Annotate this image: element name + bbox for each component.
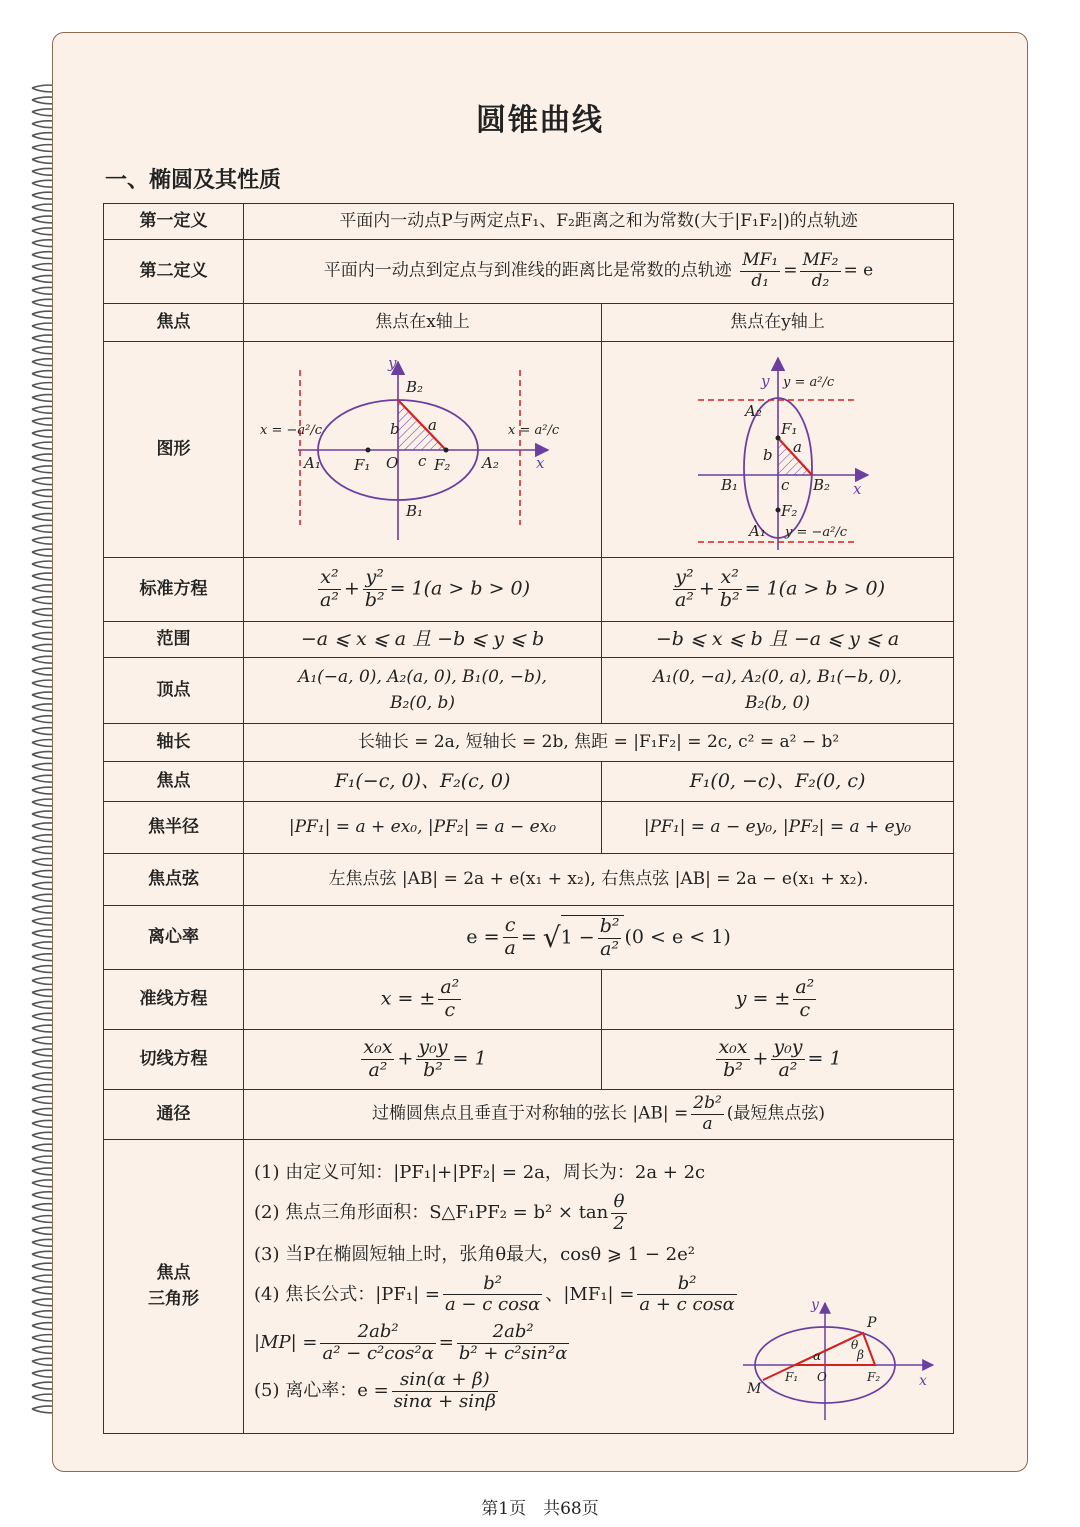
cell-y-range: −b ⩽ x ⩽ b 且 −a ⩽ y ⩽ a: [602, 622, 954, 658]
cell-x-focus: 焦点在x轴上: [244, 304, 602, 342]
row-label: 轴长: [104, 724, 244, 762]
svg-text:a: a: [427, 415, 437, 434]
svg-text:M: M: [747, 1381, 762, 1397]
row-foci: [104, 762, 954, 802]
triangle-line-2: (2) 焦点三角形面积：S△F₁PF₂ = b² × tan $\frac{\theta}{2}$: [254, 1191, 625, 1234]
svg-text:a: a: [792, 437, 802, 456]
row-label: 标准方程: [104, 558, 244, 622]
svg-text:F₁: F₁: [785, 1370, 799, 1384]
triangle-line-1: (1) 由定义可知：|PF₁|+|PF₂| = 2a，周长为：2a + 2c: [254, 1162, 706, 1184]
cell-x-focal-radius: |PF₁| = a + ex₀, |PF₂| = a − ex₀: [244, 802, 602, 854]
cell-x-figure: [244, 342, 602, 558]
axis-x-label: x: [535, 453, 544, 472]
cell-y-tangent: $\frac{\text{x₀x}}{\text{b²}}$ + $\frac{\text{y₀y}}{\text{a²}}$ = 1: [602, 1030, 954, 1090]
svg-text:A₂: A₂: [744, 401, 762, 420]
svg-text:x = a²/c: x = a²/c: [507, 422, 559, 438]
row-label: 切线方程: [104, 1030, 244, 1090]
svg-text:B₂: B₂: [812, 475, 830, 494]
svg-text:b: b: [762, 445, 773, 464]
row-label: 焦半径: [104, 802, 244, 854]
row-label: 准线方程: [104, 970, 244, 1030]
row-value: 左焦点弦 |AB| = 2a + e(x₁ + x₂), 右焦点弦 |AB| = 2a − e(x₁ + x₂).: [244, 854, 954, 906]
row-focus-axis: [104, 304, 954, 342]
row-first-definition: [104, 204, 954, 240]
svg-text:B₂: B₂: [405, 377, 423, 396]
cell-y-figure: [602, 342, 954, 558]
focal-triangle-figure: [733, 1295, 943, 1425]
svg-text:c: c: [780, 475, 789, 494]
row-focal-radius: [104, 802, 954, 854]
svg-text:x: x: [919, 1373, 927, 1389]
y-ellipse-figure: [613, 350, 943, 550]
row-label: 第二定义: [104, 240, 244, 304]
svg-text:F₂: F₂: [867, 1370, 881, 1384]
svg-text:α: α: [813, 1349, 822, 1363]
row-standard-equation: [104, 558, 954, 622]
row-focal-chord: [104, 854, 954, 906]
definition-text: 平面内一动点到定点与到准线的距离比是常数的点轨迹: [323, 261, 732, 281]
row-latus-rectum: [104, 1090, 954, 1140]
row-value: 长轴长 = 2a, 短轴长 = 2b, 焦距 = |F₁F₂| = 2c, c² = a² − b²: [244, 724, 954, 762]
row-value: 过椭圆焦点且垂直于对称轴的弦长 |AB| = $\frac{\text{2b²}}{a}$ (最短焦点弦): [244, 1090, 954, 1140]
cell-y-directrix: y = ± $\frac{\text{a²}}{c}$: [602, 970, 954, 1030]
svg-text:F₁: F₁: [353, 455, 370, 474]
cell-y-vertex: A₁(0, −a), A₂(0, a), B₁(−b, 0), B₂(b, 0): [602, 658, 954, 724]
svg-text:β: β: [857, 1348, 864, 1362]
svg-text:F₂: F₂: [433, 455, 450, 474]
row-label: 焦点弦: [104, 854, 244, 906]
svg-text:O: O: [817, 1370, 827, 1384]
svg-text:x = −a²/c: x = −a²/c: [259, 422, 322, 438]
svg-text:c: c: [417, 451, 426, 470]
cell-x-equation: $\frac{\text{x²}}{\text{a²}}$ + $\frac{\text{y²}}{\text{b²}}$ = 1(a > b > 0): [244, 558, 602, 622]
focal-triangle-content: [244, 1140, 954, 1434]
svg-text:A₂: A₂: [481, 453, 499, 472]
cell-x-vertex: A₁(−a, 0), A₂(a, 0), B₁(0, −b), B₂(0, b): [244, 658, 602, 724]
cell-x-range: −a ⩽ x ⩽ a 且 −b ⩽ y ⩽ b: [244, 622, 602, 658]
svg-text:B₁: B₁: [720, 475, 738, 494]
notebook-page: [52, 32, 1028, 1472]
svg-text:B₁: B₁: [405, 501, 423, 520]
svg-text:y = a²/c: y = a²/c: [782, 374, 834, 390]
row-value: e = $\frac{c}{a}$ = √1 − $\frac{\text{b²}}{\text{a²}}$ (0 < e < 1): [244, 906, 954, 970]
svg-text:y: y: [760, 371, 769, 390]
row-axis-length: [104, 724, 954, 762]
x-ellipse-figure: [258, 350, 588, 550]
svg-text:x: x: [852, 479, 861, 498]
svg-text:A₁: A₁: [303, 453, 321, 472]
cell-x-directrix: x = ± $\frac{\text{a²}}{c}$: [244, 970, 602, 1030]
triangle-line-5: |MP| = $\frac{\text{2ab²}}{\text{a² − c²cos²α}}$ = $\frac{\text{2ab²}}{\text{b² + c²sin²α}}$: [254, 1321, 568, 1364]
row-label: 焦点 三角形: [104, 1140, 244, 1434]
triangle-line-3: (3) 当P在椭圆短轴上时，张角θ最大，cosθ ⩾ 1 − 2e²: [254, 1243, 695, 1265]
cell-x-foci: F₁(−c, 0)、F₂(c, 0): [244, 762, 602, 802]
triangle-line-6: (5) 离心率：e = $\frac{\sin(\alpha + \beta)}{\sin\alpha + \sin\beta}$: [254, 1369, 496, 1413]
row-range: [104, 622, 954, 658]
row-label: 焦点: [104, 304, 244, 342]
svg-text:b: b: [389, 419, 400, 438]
row-tangent: [104, 1030, 954, 1090]
page-title: 圆锥曲线: [476, 103, 604, 138]
ellipse-properties-table: [103, 203, 954, 1434]
page-footer: 第1页 共68页: [481, 1499, 599, 1519]
row-label: 离心率: [104, 906, 244, 970]
triangle-line-4: (4) 焦长公式：|PF₁| = $\frac{\text{b²}}{\text{a − c cosα}}$ 、|MF₁| = $\frac{\text{b²}}{\text{a + c cosα}}$: [254, 1272, 735, 1316]
row-second-definition: [104, 240, 954, 304]
cell-y-foci: F₁(0, −c)、F₂(0, c): [602, 762, 954, 802]
cell-y-focal-radius: |PF₁| = a − ey₀, |PF₂| = a + ey₀: [602, 802, 954, 854]
svg-text:O: O: [385, 453, 398, 472]
row-directrix: [104, 970, 954, 1030]
row-label: 通径: [104, 1090, 244, 1140]
row-label: 范围: [104, 622, 244, 658]
fraction: $\frac{\text{MF₂}}{\text{d₂}}$: [802, 250, 839, 291]
svg-text:F₂: F₂: [780, 501, 797, 520]
row-value: 平面内一动点P与两定点F₁、F₂距离之和为常数(大于|F₁F₂|)的点轨迹: [244, 204, 954, 240]
row-label: 图形: [104, 342, 244, 558]
row-label: 顶点: [104, 658, 244, 724]
svg-text:θ: θ: [851, 1338, 859, 1352]
axis-y-label: y: [387, 353, 396, 372]
svg-text:A₁: A₁: [748, 521, 766, 540]
row-label: 焦点: [104, 762, 244, 802]
row-value: 平面内一动点到定点与到准线的距离比是常数的点轨迹 $\frac{\text{MF₁}}{\text{d₁}}$ = $\frac{\text{MF₂}}{\text{d₂}}$ = e: [244, 240, 954, 304]
fraction: $\frac{\text{MF₁}}{\text{d₁}}$: [742, 250, 779, 291]
row-vertex: [104, 658, 954, 724]
svg-text:y: y: [811, 1297, 819, 1313]
cell-y-equation: $\frac{\text{y²}}{\text{a²}}$ + $\frac{\text{x²}}{\text{b²}}$ = 1(a > b > 0): [602, 558, 954, 622]
cell-y-focus: 焦点在y轴上: [602, 304, 954, 342]
section-title: 一、椭圆及其性质: [105, 168, 282, 193]
svg-text:F₁: F₁: [780, 419, 797, 438]
svg-text:P: P: [867, 1315, 877, 1331]
cell-x-tangent: $\frac{\text{x₀x}}{\text{a²}}$ + $\frac{\text{y₀y}}{\text{b²}}$ = 1: [244, 1030, 602, 1090]
svg-text:y = −a²/c: y = −a²/c: [784, 524, 847, 540]
row-focal-triangle: [104, 1140, 954, 1434]
row-label: 第一定义: [104, 204, 244, 240]
row-figure: [104, 342, 954, 558]
row-eccentricity: [104, 906, 954, 970]
